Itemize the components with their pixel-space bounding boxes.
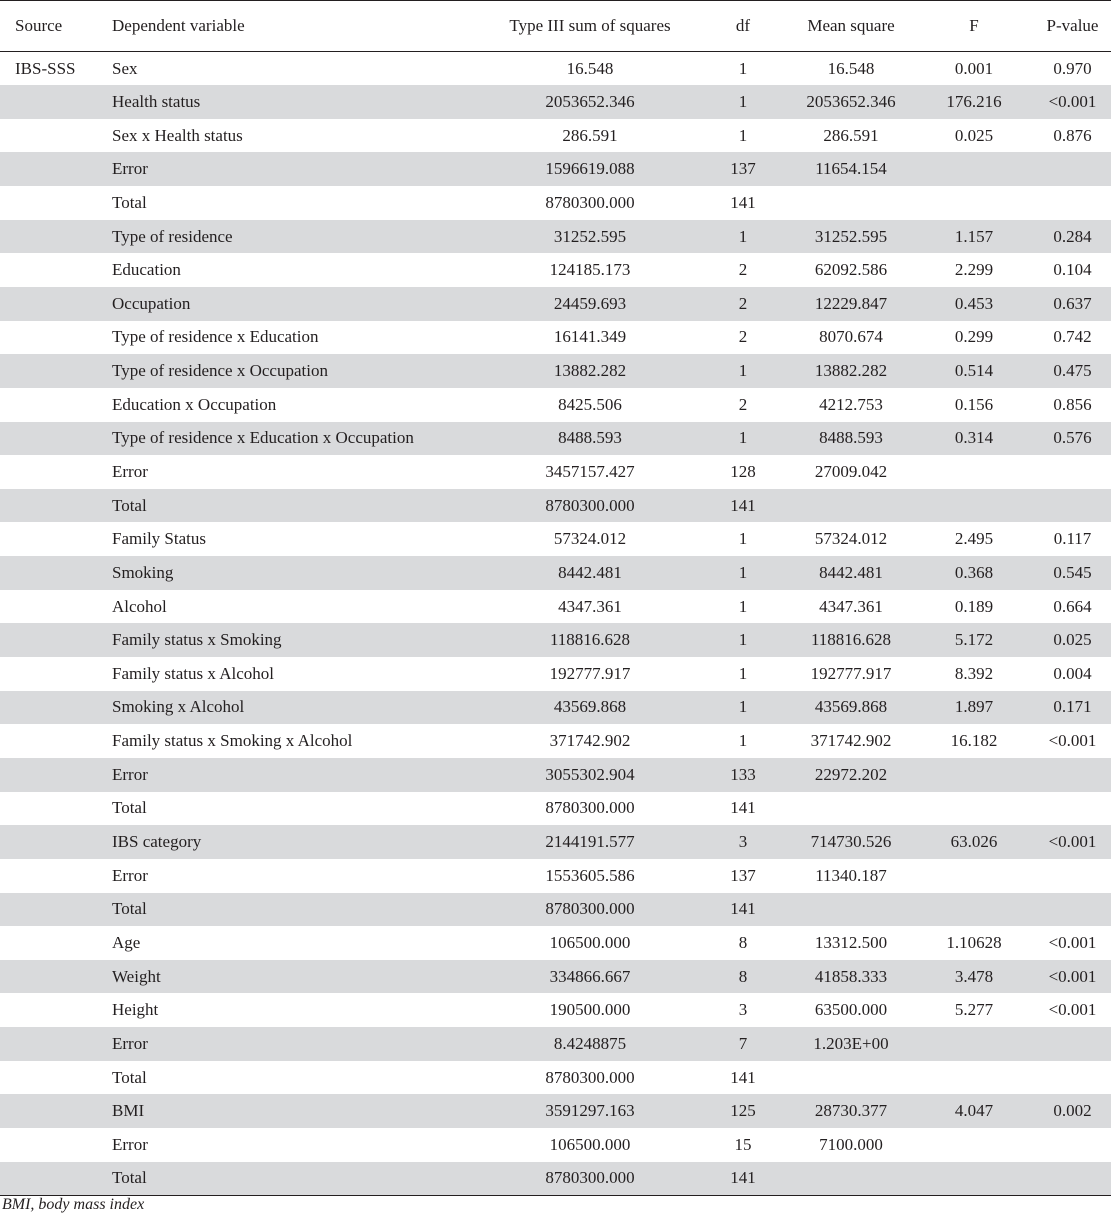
cell-source xyxy=(0,388,112,422)
table-row xyxy=(0,253,1111,287)
cell-f xyxy=(929,455,1019,489)
cell-source xyxy=(0,220,112,254)
cell-df: 2 xyxy=(738,327,748,347)
cell-dependent-variable: Family status x Alcohol xyxy=(112,663,274,683)
cell-mean-square: 16.548 xyxy=(827,58,875,78)
cell-f: 0.314 xyxy=(954,428,994,448)
cell-mean-square xyxy=(773,1162,929,1196)
cell-mean-square: 11340.187 xyxy=(815,865,887,885)
cell-source xyxy=(0,455,112,489)
cell-sum-of-squares: 124185.173 xyxy=(549,260,631,280)
cell-f: 0.001 xyxy=(954,58,994,78)
cell-dependent-variable: BMI xyxy=(112,1101,145,1121)
cell-source xyxy=(0,1128,112,1162)
table-row xyxy=(0,152,1111,186)
cell-mean-square: 62092.586 xyxy=(814,260,888,280)
cell-f: 16.182 xyxy=(950,731,998,751)
table-row xyxy=(0,1027,1111,1061)
cell-mean-square: 7100.000 xyxy=(819,1134,883,1154)
cell-df: 1 xyxy=(738,91,748,111)
cell-source xyxy=(0,1061,112,1095)
cell-p-value: <0.001 xyxy=(1048,932,1097,952)
cell-source xyxy=(0,321,112,355)
cell-sum-of-squares: 106500.000 xyxy=(549,932,631,952)
cell-p-value xyxy=(1019,1162,1111,1196)
cell-f: 1.897 xyxy=(954,697,994,717)
table-row xyxy=(0,623,1111,657)
table-row xyxy=(0,792,1111,826)
cell-source xyxy=(0,253,112,287)
cell-p-value: 0.970 xyxy=(1053,58,1092,78)
cell-p-value xyxy=(1019,455,1111,489)
header-sum-of-squares: Type III sum of squares xyxy=(509,16,671,35)
cell-sum-of-squares: 4347.361 xyxy=(558,596,622,616)
cell-p-value xyxy=(1019,792,1111,826)
cell-mean-square: 12229.847 xyxy=(814,293,888,313)
cell-mean-square xyxy=(773,186,929,220)
cell-dependent-variable: Type of residence x Education xyxy=(112,327,319,347)
table-row xyxy=(0,1162,1111,1196)
cell-f xyxy=(929,1128,1019,1162)
cell-dependent-variable: Error xyxy=(112,1134,148,1154)
cell-df: 1 xyxy=(738,428,748,448)
cell-dependent-variable: Total xyxy=(112,899,147,919)
cell-mean-square: 118816.628 xyxy=(810,630,892,650)
cell-source xyxy=(0,119,112,153)
cell-source xyxy=(0,859,112,893)
cell-f xyxy=(929,893,1019,927)
cell-dependent-variable: Smoking x Alcohol xyxy=(112,697,245,717)
cell-sum-of-squares: 3591297.163 xyxy=(545,1101,635,1121)
cell-sum-of-squares: 190500.000 xyxy=(549,1000,631,1020)
cell-mean-square: 11654.154 xyxy=(815,159,887,179)
table-row xyxy=(0,489,1111,523)
cell-dependent-variable: Error xyxy=(112,462,148,481)
cell-df: 2 xyxy=(738,394,748,414)
cell-f: 0.368 xyxy=(954,562,994,582)
cell-mean-square: 13312.500 xyxy=(814,932,888,952)
cell-p-value: 0.576 xyxy=(1053,428,1092,448)
cell-df: 8 xyxy=(738,966,748,986)
cell-p-value: 0.004 xyxy=(1053,663,1092,683)
cell-source xyxy=(0,691,112,725)
cell-source: IBS-SSS xyxy=(15,58,76,78)
cell-p-value xyxy=(1019,1027,1111,1061)
table-row xyxy=(0,960,1111,994)
cell-f xyxy=(929,1162,1019,1196)
table-row xyxy=(0,724,1111,758)
cell-df: 137 xyxy=(730,159,756,179)
cell-f: 2.495 xyxy=(954,529,994,549)
cell-f: 4.047 xyxy=(954,1101,994,1121)
cell-df: 1 xyxy=(738,663,748,683)
cell-f xyxy=(929,859,1019,893)
cell-dependent-variable: Total xyxy=(112,1067,147,1087)
cell-sum-of-squares: 1553605.586 xyxy=(545,865,635,885)
cell-p-value: <0.001 xyxy=(1048,832,1097,852)
cell-sum-of-squares: 8780300.000 xyxy=(545,1067,635,1087)
footnote: BMI, body mass index xyxy=(2,1196,145,1213)
cell-p-value: <0.001 xyxy=(1048,1000,1097,1020)
cell-f xyxy=(929,489,1019,523)
cell-sum-of-squares: 31252.595 xyxy=(553,226,627,246)
table-row xyxy=(0,893,1111,927)
cell-source xyxy=(0,623,112,657)
table-row xyxy=(0,993,1111,1027)
cell-df: 2 xyxy=(738,293,748,313)
table-row xyxy=(0,119,1111,153)
cell-df: 2 xyxy=(738,260,748,280)
header-dependent-variable: Dependent variable xyxy=(112,16,245,35)
cell-f: 63.026 xyxy=(950,832,998,852)
cell-sum-of-squares: 192777.917 xyxy=(549,663,631,683)
cell-mean-square: 4212.753 xyxy=(819,394,883,414)
cell-df: 125 xyxy=(730,1101,756,1121)
cell-p-value: 0.742 xyxy=(1053,327,1092,347)
table-row xyxy=(0,287,1111,321)
cell-df: 137 xyxy=(730,865,756,885)
cell-df: 1 xyxy=(738,361,748,381)
cell-mean-square: 8442.481 xyxy=(819,562,883,582)
cell-f: 5.172 xyxy=(954,630,994,650)
cell-dependent-variable: Error xyxy=(112,764,148,784)
cell-p-value xyxy=(1019,1061,1111,1095)
cell-df: 1 xyxy=(738,125,748,145)
cell-dependent-variable: Type of residence xyxy=(112,226,233,246)
cell-p-value: 0.002 xyxy=(1053,1101,1092,1121)
cell-sum-of-squares: 43569.868 xyxy=(553,697,627,717)
cell-f: 0.453 xyxy=(954,293,994,313)
cell-source xyxy=(0,354,112,388)
cell-df: 141 xyxy=(730,899,756,919)
cell-sum-of-squares: 13882.282 xyxy=(553,361,627,381)
cell-p-value: 0.856 xyxy=(1053,394,1092,414)
cell-f: 176.216 xyxy=(946,91,1002,111)
table-header xyxy=(0,1,1111,52)
cell-dependent-variable: Family Status xyxy=(112,529,206,549)
table-row xyxy=(0,220,1111,254)
cell-p-value xyxy=(1019,758,1111,792)
cell-p-value xyxy=(1019,152,1111,186)
cell-df: 141 xyxy=(730,495,756,515)
cell-sum-of-squares: 8780300.000 xyxy=(545,798,635,818)
cell-sum-of-squares: 2144191.577 xyxy=(545,832,635,852)
cell-mean-square: 2053652.346 xyxy=(806,91,896,111)
cell-f: 0.514 xyxy=(954,361,994,381)
table-row xyxy=(0,522,1111,556)
cell-source xyxy=(0,724,112,758)
cell-source xyxy=(0,893,112,927)
cell-mean-square: 31252.595 xyxy=(814,226,888,246)
cell-df: 133 xyxy=(730,764,756,784)
cell-mean-square: 57324.012 xyxy=(814,529,888,549)
cell-p-value: 0.664 xyxy=(1053,596,1092,616)
cell-source xyxy=(0,287,112,321)
cell-p-value: 0.117 xyxy=(1053,529,1092,549)
cell-p-value: 0.025 xyxy=(1053,630,1092,650)
header-p-value: P-value xyxy=(1046,16,1099,35)
cell-df: 1 xyxy=(738,562,748,582)
cell-dependent-variable: Error xyxy=(112,1033,148,1053)
cell-f: 1.10628 xyxy=(946,932,1002,952)
cell-source xyxy=(0,825,112,859)
cell-source xyxy=(0,422,112,456)
cell-p-value: <0.001 xyxy=(1048,731,1097,751)
cell-df: 3 xyxy=(738,1000,748,1020)
cell-sum-of-squares: 3055302.904 xyxy=(545,764,635,784)
cell-source xyxy=(0,1094,112,1128)
cell-sum-of-squares: 3457157.427 xyxy=(545,462,635,481)
cell-p-value: 0.171 xyxy=(1053,697,1092,717)
cell-df: 15 xyxy=(734,1134,752,1154)
cell-df: 1 xyxy=(738,697,748,717)
cell-df: 141 xyxy=(730,1067,756,1087)
cell-sum-of-squares: 334866.667 xyxy=(549,966,631,986)
cell-p-value xyxy=(1019,859,1111,893)
cell-dependent-variable: Sex x Health status xyxy=(112,125,243,145)
cell-df: 128 xyxy=(730,462,756,481)
cell-df: 141 xyxy=(730,192,756,212)
cell-dependent-variable: Type of residence x Occupation xyxy=(112,361,328,381)
cell-df: 1 xyxy=(738,630,748,650)
cell-source xyxy=(0,186,112,220)
cell-mean-square: 28730.377 xyxy=(814,1101,888,1121)
cell-sum-of-squares: 8488.593 xyxy=(558,428,622,448)
table-row xyxy=(0,691,1111,725)
cell-sum-of-squares: 371742.902 xyxy=(549,731,631,751)
table-row xyxy=(0,455,1111,489)
cell-f: 1.157 xyxy=(954,226,994,246)
cell-sum-of-squares: 286.591 xyxy=(562,125,618,145)
cell-mean-square: 8070.674 xyxy=(819,327,883,347)
header-df: df xyxy=(735,16,751,35)
header-row xyxy=(0,1,1111,52)
table-row xyxy=(0,758,1111,792)
cell-f: 0.025 xyxy=(954,125,994,145)
cell-dependent-variable: Error xyxy=(112,159,148,179)
cell-p-value: <0.001 xyxy=(1048,966,1097,986)
cell-sum-of-squares: 2053652.346 xyxy=(545,91,635,111)
cell-dependent-variable: Total xyxy=(112,798,147,818)
cell-p-value: 0.104 xyxy=(1053,260,1092,280)
cell-dependent-variable: Education x Occupation xyxy=(112,394,277,414)
cell-p-value: 0.545 xyxy=(1053,562,1092,582)
cell-dependent-variable: Family status x Smoking x Alcohol xyxy=(112,731,353,751)
table-row xyxy=(0,926,1111,960)
cell-df: 1 xyxy=(738,731,748,751)
cell-p-value: 0.475 xyxy=(1053,361,1092,381)
cell-p-value xyxy=(1019,489,1111,523)
cell-source xyxy=(0,926,112,960)
table-row xyxy=(0,1094,1111,1128)
cell-sum-of-squares: 16141.349 xyxy=(553,327,627,347)
cell-f xyxy=(929,152,1019,186)
cell-source xyxy=(0,960,112,994)
table-row xyxy=(0,825,1111,859)
cell-sum-of-squares: 1596619.088 xyxy=(545,159,635,179)
cell-sum-of-squares: 118816.628 xyxy=(549,630,631,650)
cell-sum-of-squares: 8780300.000 xyxy=(545,1168,635,1188)
table-row xyxy=(0,388,1111,422)
cell-source xyxy=(0,1162,112,1196)
cell-df: 1 xyxy=(738,529,748,549)
header-f: F xyxy=(969,16,979,35)
cell-mean-square xyxy=(773,489,929,523)
cell-mean-square: 22972.202 xyxy=(814,764,888,784)
cell-p-value: 0.637 xyxy=(1053,293,1092,313)
cell-p-value xyxy=(1019,186,1111,220)
cell-mean-square xyxy=(773,792,929,826)
cell-source xyxy=(0,152,112,186)
table-row xyxy=(0,859,1111,893)
cell-sum-of-squares: 8780300.000 xyxy=(545,899,635,919)
cell-f xyxy=(929,792,1019,826)
cell-dependent-variable: Type of residence x Education x Occupation xyxy=(112,428,414,448)
table-row xyxy=(0,590,1111,624)
cell-source xyxy=(0,758,112,792)
cell-sum-of-squares: 8780300.000 xyxy=(545,495,635,515)
table-row xyxy=(0,1128,1111,1162)
cell-f: 0.189 xyxy=(954,596,994,616)
cell-p-value: 0.876 xyxy=(1053,125,1092,145)
table-row xyxy=(0,52,1111,86)
table-row xyxy=(0,186,1111,220)
table-row xyxy=(0,354,1111,388)
cell-f: 5.277 xyxy=(954,1000,994,1020)
cell-f: 0.156 xyxy=(954,394,994,414)
cell-p-value xyxy=(1019,1128,1111,1162)
cell-mean-square xyxy=(773,1061,929,1095)
cell-source xyxy=(0,489,112,523)
cell-dependent-variable: Weight xyxy=(112,966,161,986)
cell-dependent-variable: Height xyxy=(112,1000,159,1020)
cell-source xyxy=(0,792,112,826)
cell-dependent-variable: IBS category xyxy=(112,832,202,852)
table-row xyxy=(0,657,1111,691)
cell-df: 141 xyxy=(730,798,756,818)
cell-p-value: <0.001 xyxy=(1048,91,1097,111)
cell-df: 1 xyxy=(738,596,748,616)
cell-df: 8 xyxy=(738,932,748,952)
cell-sum-of-squares: 8780300.000 xyxy=(545,192,635,212)
table-row xyxy=(0,556,1111,590)
cell-source xyxy=(0,590,112,624)
cell-f: 2.299 xyxy=(954,260,994,280)
cell-df: 7 xyxy=(738,1033,748,1053)
cell-dependent-variable: Health status xyxy=(112,91,201,111)
cell-mean-square: 13882.282 xyxy=(814,361,888,381)
cell-mean-square: 43569.868 xyxy=(814,697,888,717)
table-row xyxy=(0,85,1111,119)
cell-mean-square: 27009.042 xyxy=(814,462,888,481)
cell-df: 141 xyxy=(730,1168,756,1188)
cell-dependent-variable: Total xyxy=(112,1168,147,1188)
cell-mean-square: 63500.000 xyxy=(814,1000,888,1020)
cell-source xyxy=(0,1027,112,1061)
cell-sum-of-squares: 16.548 xyxy=(566,58,614,78)
cell-sum-of-squares: 8.4248875 xyxy=(553,1033,627,1053)
cell-dependent-variable: Sex xyxy=(112,58,138,78)
cell-source xyxy=(0,556,112,590)
cell-mean-square: 8488.593 xyxy=(819,428,883,448)
cell-sum-of-squares: 57324.012 xyxy=(553,529,627,549)
cell-source xyxy=(0,522,112,556)
cell-dependent-variable: Education xyxy=(112,260,181,280)
cell-f xyxy=(929,1061,1019,1095)
cell-mean-square: 41858.333 xyxy=(814,966,888,986)
cell-dependent-variable: Family status x Smoking xyxy=(112,630,282,650)
cell-sum-of-squares: 8442.481 xyxy=(558,562,622,582)
cell-mean-square: 192777.917 xyxy=(810,663,892,683)
cell-f: 8.392 xyxy=(954,663,994,683)
cell-dependent-variable: Alcohol xyxy=(112,596,167,616)
cell-df: 1 xyxy=(738,226,748,246)
cell-sum-of-squares: 106500.000 xyxy=(549,1134,631,1154)
cell-source xyxy=(0,657,112,691)
table-body xyxy=(0,52,1111,1196)
cell-sum-of-squares: 24459.693 xyxy=(553,293,627,313)
header-source: Source xyxy=(15,16,63,35)
cell-source xyxy=(0,993,112,1027)
table-row xyxy=(0,321,1111,355)
cell-mean-square: 286.591 xyxy=(823,125,879,145)
cell-mean-square: 1.203E+00 xyxy=(813,1033,889,1053)
cell-dependent-variable: Smoking xyxy=(112,562,174,582)
cell-dependent-variable: Occupation xyxy=(112,293,191,313)
header-mean-square: Mean square xyxy=(807,16,895,35)
table-row xyxy=(0,422,1111,456)
cell-mean-square xyxy=(773,893,929,927)
cell-mean-square: 4347.361 xyxy=(819,596,883,616)
cell-dependent-variable: Error xyxy=(112,865,148,885)
cell-mean-square: 714730.526 xyxy=(810,832,892,852)
cell-f xyxy=(929,758,1019,792)
cell-dependent-variable: Total xyxy=(112,192,147,212)
cell-mean-square: 371742.902 xyxy=(810,731,892,751)
cell-dependent-variable: Total xyxy=(112,495,147,515)
cell-p-value xyxy=(1019,893,1111,927)
cell-dependent-variable: Age xyxy=(112,932,141,952)
cell-source xyxy=(0,85,112,119)
cell-f: 0.299 xyxy=(954,327,994,347)
cell-f: 3.478 xyxy=(954,966,994,986)
cell-f xyxy=(929,186,1019,220)
cell-df: 1 xyxy=(738,58,748,78)
table-row xyxy=(0,1061,1111,1095)
cell-df: 3 xyxy=(738,832,748,852)
cell-sum-of-squares: 8425.506 xyxy=(558,394,622,414)
cell-p-value: 0.284 xyxy=(1053,226,1092,246)
cell-f xyxy=(929,1027,1019,1061)
